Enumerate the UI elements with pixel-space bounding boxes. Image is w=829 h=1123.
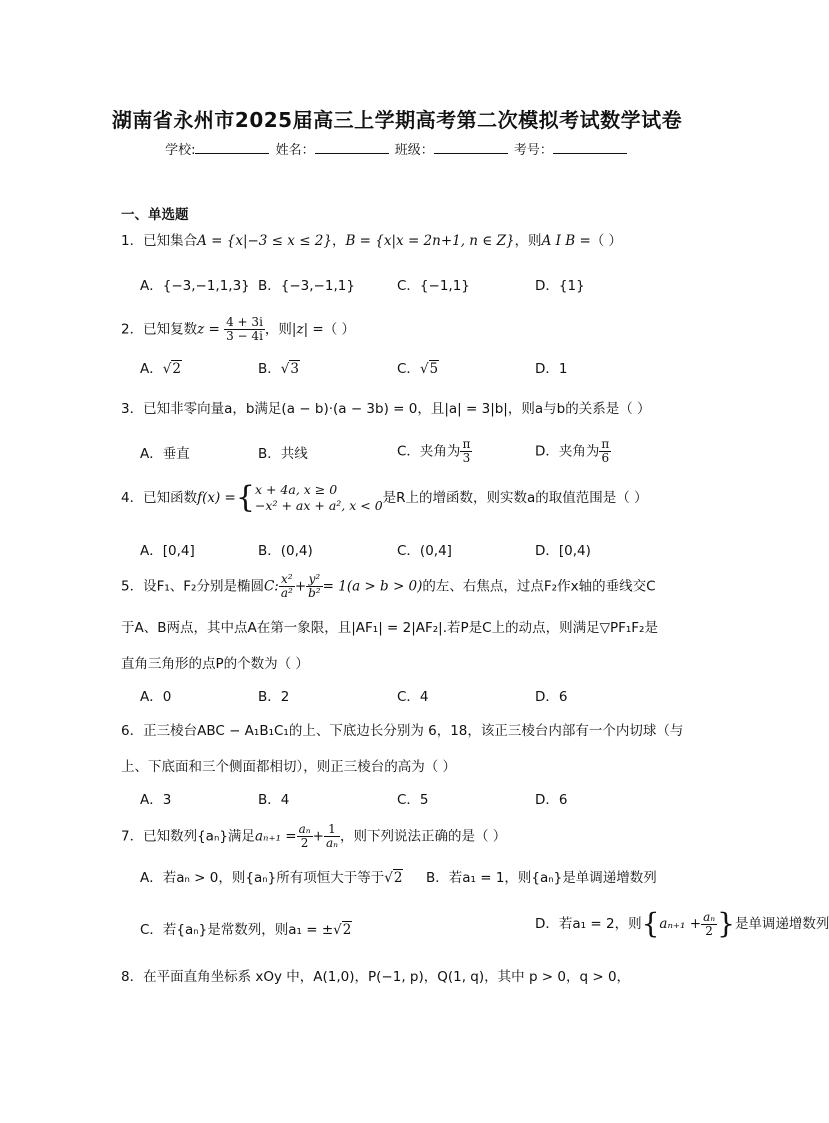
option-c[interactable]: C．4 (397, 689, 429, 705)
math-expression: aₙ₊₁ + (659, 916, 702, 932)
school-blank[interactable] (195, 141, 269, 154)
question-7 (121, 823, 506, 850)
case-1: x + 4a, x ≥ 0 (254, 482, 338, 497)
math-expression: B = {x|x = 2n+1, n ∈ Z} (345, 233, 515, 249)
sqrt-expression: √3 (280, 361, 299, 377)
fraction (701, 911, 717, 938)
left-brace-icon: { (641, 907, 660, 940)
question-4 (121, 482, 648, 514)
radicand: 2 (172, 361, 181, 377)
question-text: ，则下列说法正确的是（ ） (339, 828, 507, 845)
question-number: 5． (121, 578, 144, 595)
fraction-numerator: π (601, 437, 610, 451)
fraction-denominator: 3 (462, 451, 471, 465)
fraction-denominator: 2 (705, 923, 713, 938)
option-d[interactable]: D．{1} (535, 278, 585, 294)
fraction-denominator: 2 (300, 836, 309, 850)
radicand: 3 (290, 361, 299, 377)
option-b[interactable]: B．2 (258, 689, 290, 705)
question-text: 已知集合 (143, 233, 198, 249)
fraction-denominator: a² (280, 586, 293, 600)
math-expression: C: (263, 578, 279, 595)
fraction-denominator: 3 − 4i (226, 329, 263, 343)
sqrt-expression: √5 (419, 361, 439, 377)
fraction-numerator: 1 (324, 823, 340, 837)
fraction-numerator: x² (279, 573, 295, 587)
option-c[interactable] (397, 438, 472, 465)
option-c[interactable] (140, 918, 352, 938)
option-b[interactable]: B．4 (258, 792, 290, 808)
question-1 (121, 231, 622, 251)
option-b[interactable]: B．共线 (258, 446, 308, 462)
section-heading: 一、单选题 (121, 207, 189, 223)
radicand: 5 (429, 361, 439, 377)
sqrt-expression: √2 (333, 922, 352, 938)
option-d[interactable]: D．[0,4) (535, 543, 591, 559)
q5-options (140, 685, 700, 707)
option-c[interactable] (397, 357, 439, 377)
question-number: 4． (121, 490, 144, 506)
option-d[interactable]: D．1 (535, 361, 568, 377)
piecewise-cases (255, 482, 383, 514)
class-blank[interactable] (434, 141, 508, 154)
option-text: 是单调递增数列 (734, 916, 829, 932)
option-a[interactable] (140, 357, 182, 377)
right-brace-icon: } (717, 907, 735, 940)
option-c[interactable]: C．{−1,1} (397, 278, 470, 294)
student-info-line (0, 139, 794, 158)
option-c[interactable]: C．(0,4] (397, 543, 452, 559)
option-a[interactable]: A．[0,4] (140, 543, 195, 559)
option-b[interactable] (258, 357, 300, 377)
fraction (297, 823, 313, 850)
class-label: 班级： (394, 143, 434, 158)
fraction (460, 438, 472, 465)
option-label: D．夹角为 (535, 443, 600, 460)
fraction-numerator: aₙ (703, 909, 716, 924)
exam-title: 湖南省永州市2025届高三上学期高考第二次模拟考试数学试卷 (111, 108, 683, 132)
question-number: 1． (121, 233, 144, 249)
question-text: 在平面直角坐标系 xOy 中，A(1,0)，P(−1, p)，Q(1, q)，其中 p > 0，q > 0， (143, 969, 631, 985)
name-label: 姓名： (275, 143, 315, 158)
question-text: 已知函数 (143, 490, 198, 506)
math-expression: aₙ₊₁ = (254, 828, 297, 845)
math-operator: + (312, 828, 324, 845)
radicand: 2 (393, 870, 403, 886)
question-text: 的左、右焦点，过点F₂作x轴的垂线交C (422, 578, 656, 595)
math-expression: z = (197, 321, 220, 338)
question-text: 是R上的增函数，则实数a的取值范围是（ ） (382, 490, 648, 506)
fraction-denominator: 6 (601, 451, 610, 465)
question-text: 已知非零向量a，b满足(a − b)·(a − 3b) = 0，且|a| = 3|b|，则a与b的关系是（ ） (143, 401, 651, 417)
fraction (279, 573, 295, 600)
question-text: ， (331, 233, 346, 249)
q2-options (140, 357, 700, 379)
question-text: 已知复数 (143, 321, 198, 338)
question-6-line-1 (121, 721, 683, 741)
question-5-line-3: 直角三角形的点P的个数为（ ） (121, 656, 309, 672)
option-b[interactable]: B．(0,4) (258, 543, 313, 559)
fraction-numerator: 4 + 3i (226, 315, 263, 329)
q7-options-row-1 (140, 866, 700, 888)
question-2 (121, 316, 355, 343)
id-label: 考号： (513, 143, 553, 158)
question-text: （ ） (323, 321, 356, 338)
q1-options (140, 274, 700, 296)
option-text: A．若aₙ > 0，则{aₙ}所有项恒大于等于 (140, 870, 385, 886)
case-2: −x² + ax + a², x < 0 (254, 498, 383, 513)
question-number: 6． (121, 723, 144, 739)
question-8 (121, 967, 630, 987)
option-a[interactable] (140, 866, 403, 886)
fraction-numerator: y² (306, 573, 323, 587)
option-a[interactable]: A．垂直 (140, 446, 190, 462)
question-text: ，则 (264, 321, 292, 338)
q7-options-row-2 (140, 907, 829, 940)
fraction (306, 573, 323, 600)
question-text: 设F₁、F₂分别是椭圆 (143, 578, 264, 595)
math-expression: |z| = (291, 321, 324, 338)
option-d[interactable]: D．6 (535, 792, 568, 808)
option-text: D．若a₁ = 2，则 (535, 916, 642, 932)
question-text: 已知数列{aₙ}满足 (143, 828, 255, 845)
question-number: 2． (121, 321, 144, 338)
name-blank[interactable] (315, 141, 389, 154)
question-6-line-2: 上、下底面和三个侧面都相切），则正三棱台的高为（ ） (121, 759, 457, 775)
question-5-line-2: 于A、B两点，其中点A在第一象限，且|AF₁| = 2|AF₂|.若P是C上的动点，则满足▽PF₁F₂是 (121, 620, 658, 636)
option-d[interactable]: D．6 (535, 689, 568, 705)
option-d[interactable] (535, 438, 611, 465)
question-number: 8． (121, 969, 144, 985)
sqrt-expression: √2 (162, 361, 181, 377)
option-label: C．夹角为 (397, 443, 461, 460)
q4-options (140, 539, 700, 561)
option-label: C． (397, 361, 420, 377)
math-operator: + (294, 578, 307, 595)
math-expression: A = {x|−3 ≤ x ≤ 2} (197, 233, 332, 249)
q6-options (140, 788, 700, 810)
option-a[interactable]: A．0 (140, 689, 172, 705)
question-text: （ ） (590, 233, 623, 249)
question-number: 7． (121, 828, 144, 845)
option-a[interactable]: A．{−3,−1,1,3} (140, 278, 250, 294)
option-a[interactable]: A．3 (140, 792, 172, 808)
fraction-numerator: aₙ (298, 822, 311, 836)
math-expression: f(x) = (197, 490, 236, 506)
fraction-denominator: aₙ (325, 836, 338, 850)
option-label: A． (140, 361, 163, 377)
question-text: ，则 (514, 233, 542, 249)
question-5-line-1 (121, 573, 656, 600)
id-blank[interactable] (553, 141, 627, 154)
option-d[interactable] (535, 907, 829, 940)
option-label: B． (258, 361, 281, 377)
fraction-denominator: b² (308, 586, 321, 600)
fraction-numerator: π (462, 437, 471, 451)
math-expression: A I B = (541, 233, 591, 249)
q3-options (140, 437, 700, 465)
question-text: 正三棱台ABC − A₁B₁C₁的上、下底边长分别为 6，18，该正三棱台内部有一个内切球（与 (143, 723, 684, 739)
fraction (599, 438, 611, 465)
sqrt-expression: √2 (384, 870, 403, 886)
left-brace-icon: { (235, 480, 255, 515)
school-label: 学校: (165, 143, 196, 158)
math-expression: = 1(a > b > 0) (322, 578, 423, 595)
question-number: 3． (121, 401, 144, 417)
option-c[interactable]: C．5 (397, 792, 429, 808)
option-b[interactable]: B．{−3,−1,1} (258, 278, 355, 294)
radicand: 2 (342, 922, 352, 938)
question-3 (121, 399, 651, 419)
fraction (224, 316, 265, 343)
option-b[interactable]: B．若a₁ = 1，则{aₙ}是单调递增数列 (426, 870, 657, 886)
option-text: C．若{aₙ}是常数列，则a₁ = ± (140, 922, 334, 938)
fraction (324, 823, 340, 850)
